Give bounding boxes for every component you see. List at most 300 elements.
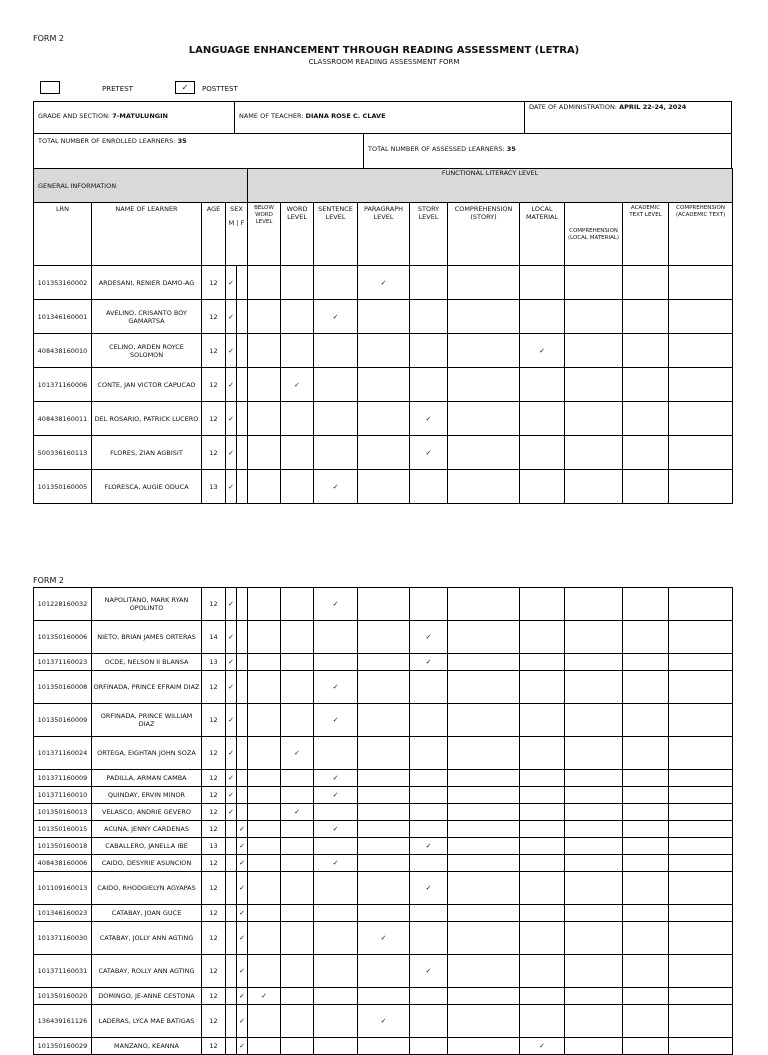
- learner-name: DEL ROSARIO, PATRICK LUCERO: [92, 402, 202, 436]
- cell-comp-academic: [669, 671, 733, 704]
- sex-female-cell: [237, 368, 248, 402]
- learner-name: DOMINGO, JE-ANNE CESTONA: [92, 988, 202, 1005]
- cell-comp-academic: [669, 300, 733, 334]
- cell-paragraph-level: [358, 654, 410, 671]
- cell-paragraph-level: [358, 402, 410, 436]
- cell-sentence-level: ✓: [314, 671, 358, 704]
- cell-paragraph-level: [358, 770, 410, 787]
- cell-paragraph-level: [358, 787, 410, 804]
- cell-below-word: [248, 671, 281, 704]
- learner-age: 12: [202, 787, 226, 804]
- table-row: [34, 300, 733, 334]
- cell-comp-academic: [669, 821, 733, 838]
- table-row: [34, 368, 733, 402]
- table-row: [34, 704, 733, 737]
- cell-below-word: [248, 838, 281, 855]
- learner-age: 12: [202, 905, 226, 922]
- learner-name: PADILLA, ARMAN CAMBA: [92, 770, 202, 787]
- learner-lrn: 101228160032: [34, 588, 92, 621]
- sex-male-cell: ✓: [226, 334, 237, 368]
- learner-lrn: 101371160010: [34, 787, 92, 804]
- cell-paragraph-level: [358, 671, 410, 704]
- cell-academic-text: [623, 436, 669, 470]
- cell-comp-local: [565, 988, 623, 1005]
- table-row: [34, 955, 733, 988]
- cell-sentence-level: [314, 872, 358, 905]
- cell-comp-academic: [669, 1038, 733, 1055]
- learner-age: 12: [202, 855, 226, 872]
- sex-male-cell: ✓: [226, 621, 237, 654]
- cell-academic-text: [623, 804, 669, 821]
- cell-academic-text: [623, 737, 669, 770]
- grade-section-box: [33, 101, 235, 134]
- sex-male-cell: [226, 872, 237, 905]
- cell-below-word: ✓: [248, 988, 281, 1005]
- assessed-label: TOTAL NUMBER OF ASSESSED LEARNERS:: [368, 145, 505, 153]
- cell-comp-local: [565, 1005, 623, 1038]
- cell-story-level: [410, 905, 448, 922]
- cell-sentence-level: [314, 334, 358, 368]
- sex-female-cell: [237, 436, 248, 470]
- learner-lrn: 500336160113: [34, 436, 92, 470]
- cell-sentence-level: [314, 621, 358, 654]
- cell-sentence-level: [314, 804, 358, 821]
- learner-age: 12: [202, 588, 226, 621]
- cell-story-level: [410, 787, 448, 804]
- sex-male-cell: ✓: [226, 402, 237, 436]
- cell-comp-story: [448, 402, 520, 436]
- teacher-value: DIANA ROSE C. CLAVE: [305, 112, 386, 120]
- learner-age: 12: [202, 1005, 226, 1038]
- cell-story-level: [410, 470, 448, 504]
- sex-male-cell: [226, 988, 237, 1005]
- cell-sentence-level: [314, 402, 358, 436]
- sex-female-cell: [237, 300, 248, 334]
- learner-name: CATABAY, ROLLY ANN AGTING: [92, 955, 202, 988]
- cell-word-level: [281, 1038, 314, 1055]
- cell-paragraph-level: ✓: [358, 266, 410, 300]
- cell-story-level: [410, 671, 448, 704]
- learner-lrn: 101350160015: [34, 821, 92, 838]
- cell-below-word: [248, 872, 281, 905]
- learner-name: CAIDO, DESYRIE ASUNCION: [92, 855, 202, 872]
- learner-name: MANZANO, KEANNA: [92, 1038, 202, 1055]
- learner-age: 13: [202, 654, 226, 671]
- col-academic-text: ACADEMIC TEXT LEVEL: [623, 203, 669, 266]
- cell-sentence-level: ✓: [314, 704, 358, 737]
- cell-local-material: ✓: [520, 334, 565, 368]
- cell-sentence-level: [314, 737, 358, 770]
- cell-sentence-level: [314, 905, 358, 922]
- cell-academic-text: [623, 266, 669, 300]
- cell-academic-text: [623, 787, 669, 804]
- cell-word-level: [281, 654, 314, 671]
- col-word-level: WORD LEVEL: [281, 203, 314, 266]
- cell-sentence-level: [314, 1005, 358, 1038]
- sex-male-cell: ✓: [226, 737, 237, 770]
- table-row: [34, 436, 733, 470]
- cell-academic-text: [623, 368, 669, 402]
- cell-local-material: [520, 922, 565, 955]
- sex-female-cell: [237, 671, 248, 704]
- learner-lrn: 101346160023: [34, 905, 92, 922]
- col-below-word: BELOW WORD LEVEL: [248, 203, 281, 266]
- cell-below-word: [248, 470, 281, 504]
- cell-comp-story: [448, 838, 520, 855]
- cell-local-material: [520, 988, 565, 1005]
- cell-paragraph-level: [358, 821, 410, 838]
- pretest-label: PRETEST: [102, 85, 133, 93]
- cell-sentence-level: [314, 955, 358, 988]
- assessment-table-page1: [33, 168, 733, 504]
- cell-academic-text: [623, 955, 669, 988]
- cell-academic-text: [623, 334, 669, 368]
- cell-comp-academic: [669, 470, 733, 504]
- sex-female-cell: [237, 804, 248, 821]
- cell-comp-academic: [669, 1005, 733, 1038]
- learner-name: AVELINO, CRISANTO BOY GAMARTSA: [92, 300, 202, 334]
- cell-paragraph-level: ✓: [358, 922, 410, 955]
- cell-comp-local: [565, 787, 623, 804]
- cell-comp-story: [448, 855, 520, 872]
- cell-academic-text: [623, 838, 669, 855]
- cell-comp-story: [448, 334, 520, 368]
- learner-name: ORFINADA, PRINCE WILLIAM DIAZ: [92, 704, 202, 737]
- cell-story-level: [410, 1005, 448, 1038]
- cell-word-level: [281, 872, 314, 905]
- sex-female-cell: ✓: [237, 1005, 248, 1038]
- table-row: [34, 671, 733, 704]
- cell-comp-local: [565, 334, 623, 368]
- sex-female-cell: [237, 470, 248, 504]
- cell-sentence-level: ✓: [314, 787, 358, 804]
- learner-name: ACUNA, JENNY CARDENAS: [92, 821, 202, 838]
- learner-age: 12: [202, 922, 226, 955]
- cell-comp-story: [448, 787, 520, 804]
- cell-comp-story: [448, 368, 520, 402]
- learner-lrn: 101350160018: [34, 838, 92, 855]
- cell-sentence-level: [314, 922, 358, 955]
- pretest-checkbox[interactable]: [40, 81, 60, 94]
- cell-word-level: [281, 855, 314, 872]
- cell-comp-story: [448, 300, 520, 334]
- cell-comp-local: [565, 855, 623, 872]
- sex-female-cell: ✓: [237, 838, 248, 855]
- cell-comp-story: [448, 770, 520, 787]
- learner-name: VELASCO, ANDRIE GEVERO: [92, 804, 202, 821]
- cell-local-material: ✓: [520, 1038, 565, 1055]
- sex-male-cell: ✓: [226, 704, 237, 737]
- sex-male-cell: ✓: [226, 787, 237, 804]
- cell-comp-academic: [669, 922, 733, 955]
- table-row: [34, 821, 733, 838]
- sex-female-cell: [237, 654, 248, 671]
- learner-age: 12: [202, 436, 226, 470]
- cell-sentence-level: [314, 368, 358, 402]
- cell-local-material: [520, 470, 565, 504]
- learner-lrn: 408438160011: [34, 402, 92, 436]
- cell-sentence-level: ✓: [314, 855, 358, 872]
- cell-story-level: ✓: [410, 621, 448, 654]
- cell-local-material: [520, 770, 565, 787]
- cell-local-material: [520, 1005, 565, 1038]
- cell-paragraph-level: [358, 838, 410, 855]
- cell-comp-local: [565, 704, 623, 737]
- learner-name: ORFINADA, PRINCE EFRAIM DIAZ: [92, 671, 202, 704]
- sex-male-cell: ✓: [226, 770, 237, 787]
- learner-lrn: 101371160031: [34, 955, 92, 988]
- learner-age: 12: [202, 300, 226, 334]
- cell-comp-academic: [669, 621, 733, 654]
- sex-female-cell: ✓: [237, 821, 248, 838]
- col-local-material: LOCAL MATERIAL: [520, 203, 565, 266]
- table-row: [34, 988, 733, 1005]
- learner-age: 13: [202, 470, 226, 504]
- cell-local-material: [520, 855, 565, 872]
- learner-name: FLORESCA, AUGIE ODUCA: [92, 470, 202, 504]
- cell-comp-local: [565, 1038, 623, 1055]
- enrolled-value: 35: [177, 137, 187, 145]
- cell-comp-local: [565, 737, 623, 770]
- cell-academic-text: [623, 905, 669, 922]
- cell-comp-academic: [669, 266, 733, 300]
- cell-local-material: [520, 787, 565, 804]
- cell-comp-local: [565, 368, 623, 402]
- cell-word-level: [281, 300, 314, 334]
- learner-lrn: 101350160008: [34, 671, 92, 704]
- cell-story-level: [410, 368, 448, 402]
- cell-word-level: ✓: [281, 804, 314, 821]
- page1-rows: [34, 266, 733, 504]
- learner-age: 12: [202, 1038, 226, 1055]
- cell-comp-story: [448, 872, 520, 905]
- cell-paragraph-level: [358, 368, 410, 402]
- cell-below-word: [248, 402, 281, 436]
- teacher-label: NAME OF TEACHER:: [239, 112, 304, 120]
- posttest-checkbox[interactable]: ✓: [175, 81, 195, 94]
- form-label-page2: FORM 2: [33, 576, 64, 585]
- learner-lrn: 101350160029: [34, 1038, 92, 1055]
- table-row: [34, 804, 733, 821]
- cell-local-material: [520, 737, 565, 770]
- cell-below-word: [248, 955, 281, 988]
- learner-age: 13: [202, 838, 226, 855]
- cell-comp-local: [565, 621, 623, 654]
- form-title: LANGUAGE ENHANCEMENT THROUGH READING ASSESSMENT (LETRA): [188, 45, 580, 56]
- sex-male-cell: [226, 905, 237, 922]
- cell-word-level: [281, 988, 314, 1005]
- learner-age: 12: [202, 704, 226, 737]
- cell-comp-story: [448, 804, 520, 821]
- learner-lrn: 101371160023: [34, 654, 92, 671]
- cell-paragraph-level: [358, 872, 410, 905]
- cell-comp-local: [565, 654, 623, 671]
- learner-lrn: 408438160010: [34, 334, 92, 368]
- cell-comp-academic: [669, 872, 733, 905]
- sex-male-cell: ✓: [226, 671, 237, 704]
- cell-sentence-level: [314, 266, 358, 300]
- learner-lrn: 101350160009: [34, 704, 92, 737]
- cell-story-level: [410, 704, 448, 737]
- cell-paragraph-level: [358, 436, 410, 470]
- cell-below-word: [248, 1005, 281, 1038]
- enrolled-label: TOTAL NUMBER OF ENROLLED LEARNERS:: [38, 137, 176, 145]
- sex-male-cell: ✓: [226, 588, 237, 621]
- sex-male-cell: ✓: [226, 266, 237, 300]
- cell-comp-story: [448, 737, 520, 770]
- cell-comp-local: [565, 266, 623, 300]
- table-row: [34, 838, 733, 855]
- cell-local-material: [520, 872, 565, 905]
- cell-sentence-level: ✓: [314, 588, 358, 621]
- cell-comp-story: [448, 704, 520, 737]
- learner-age: 12: [202, 821, 226, 838]
- cell-local-material: [520, 905, 565, 922]
- table-row: [34, 588, 733, 621]
- cell-sentence-level: [314, 436, 358, 470]
- cell-academic-text: [623, 654, 669, 671]
- learner-name: CELINO, ARDEN ROYCE SOLOMON: [92, 334, 202, 368]
- cell-word-level: [281, 436, 314, 470]
- cell-story-level: [410, 266, 448, 300]
- cell-comp-academic: [669, 654, 733, 671]
- learner-lrn: 101371160009: [34, 770, 92, 787]
- functional-literacy-header: FUNCTIONAL LITERACY LEVEL: [248, 169, 733, 203]
- sex-female-cell: [237, 621, 248, 654]
- cell-academic-text: [623, 770, 669, 787]
- cell-word-level: ✓: [281, 368, 314, 402]
- cell-story-level: [410, 1038, 448, 1055]
- cell-paragraph-level: [358, 704, 410, 737]
- sex-male-cell: [226, 838, 237, 855]
- cell-below-word: [248, 704, 281, 737]
- form-label: FORM 2: [33, 34, 64, 43]
- sex-female-cell: ✓: [237, 1038, 248, 1055]
- cell-paragraph-level: ✓: [358, 1005, 410, 1038]
- cell-comp-story: [448, 922, 520, 955]
- cell-local-material: [520, 436, 565, 470]
- sex-male-cell: ✓: [226, 654, 237, 671]
- cell-comp-local: [565, 470, 623, 504]
- cell-local-material: [520, 821, 565, 838]
- learner-name: LADERAS, LYCA MAE BATIGAS: [92, 1005, 202, 1038]
- assessed-box: [363, 133, 732, 169]
- cell-below-word: [248, 654, 281, 671]
- cell-comp-academic: [669, 804, 733, 821]
- cell-below-word: [248, 737, 281, 770]
- table-row: [34, 621, 733, 654]
- learner-lrn: 101350160013: [34, 804, 92, 821]
- cell-comp-academic: [669, 368, 733, 402]
- table-row: [34, 470, 733, 504]
- cell-local-material: [520, 704, 565, 737]
- cell-comp-local: [565, 872, 623, 905]
- cell-paragraph-level: [358, 737, 410, 770]
- cell-story-level: ✓: [410, 436, 448, 470]
- cell-academic-text: [623, 402, 669, 436]
- cell-paragraph-level: [358, 804, 410, 821]
- cell-academic-text: [623, 821, 669, 838]
- cell-local-material: [520, 804, 565, 821]
- col-lrn: LRN: [34, 203, 92, 266]
- cell-below-word: [248, 1038, 281, 1055]
- enrolled-box: [33, 133, 364, 169]
- cell-story-level: [410, 588, 448, 621]
- table-row: [34, 1038, 733, 1055]
- table-row: [34, 787, 733, 804]
- cell-local-material: [520, 955, 565, 988]
- cell-story-level: ✓: [410, 402, 448, 436]
- learner-name: CABALLERO, JANELLA IBE: [92, 838, 202, 855]
- sex-female-cell: [237, 334, 248, 368]
- learner-lrn: 101371160024: [34, 737, 92, 770]
- cell-word-level: [281, 704, 314, 737]
- cell-story-level: [410, 922, 448, 955]
- learner-name: QUINDAY, ERVIN MINOR: [92, 787, 202, 804]
- sex-female-cell: [237, 737, 248, 770]
- sex-male-cell: ✓: [226, 300, 237, 334]
- cell-below-word: [248, 922, 281, 955]
- cell-sentence-level: [314, 838, 358, 855]
- cell-paragraph-level: [358, 621, 410, 654]
- cell-comp-local: [565, 821, 623, 838]
- cell-word-level: [281, 821, 314, 838]
- cell-word-level: [281, 588, 314, 621]
- learner-age: 12: [202, 804, 226, 821]
- sex-male-cell: ✓: [226, 436, 237, 470]
- sex-female-cell: [237, 266, 248, 300]
- learner-name: OCDE, NELSON II BLANSA: [92, 654, 202, 671]
- assessment-table-page2: [33, 587, 733, 1055]
- cell-paragraph-level: [358, 300, 410, 334]
- learner-age: 12: [202, 266, 226, 300]
- cell-story-level: [410, 804, 448, 821]
- cell-local-material: [520, 368, 565, 402]
- cell-academic-text: [623, 621, 669, 654]
- col-age: AGE: [202, 203, 226, 266]
- cell-story-level: [410, 334, 448, 368]
- sex-male-cell: [226, 1005, 237, 1038]
- cell-local-material: [520, 588, 565, 621]
- learner-name: FLORES, ZIAN AGBISIT: [92, 436, 202, 470]
- form-subtitle: CLASSROOM READING ASSESSMENT FORM: [308, 58, 460, 66]
- cell-story-level: [410, 988, 448, 1005]
- cell-comp-academic: [669, 436, 733, 470]
- cell-comp-story: [448, 955, 520, 988]
- cell-comp-story: [448, 988, 520, 1005]
- col-comp-academic: COMPREHENSION (ACADEMIC TEXT): [669, 203, 733, 266]
- cell-paragraph-level: [358, 1038, 410, 1055]
- cell-below-word: [248, 855, 281, 872]
- cell-below-word: [248, 770, 281, 787]
- cell-story-level: ✓: [410, 872, 448, 905]
- cell-sentence-level: ✓: [314, 470, 358, 504]
- cell-comp-story: [448, 654, 520, 671]
- cell-word-level: [281, 787, 314, 804]
- learner-age: 12: [202, 671, 226, 704]
- cell-word-level: [281, 770, 314, 787]
- col-comp-local: COMPREHENSION (LOCAL MATERIAL): [565, 203, 623, 266]
- cell-sentence-level: ✓: [314, 821, 358, 838]
- sex-male-cell: [226, 821, 237, 838]
- cell-comp-story: [448, 436, 520, 470]
- sex-female-cell: ✓: [237, 905, 248, 922]
- learner-lrn: 101350160005: [34, 470, 92, 504]
- cell-comp-academic: [669, 704, 733, 737]
- sex-female-cell: ✓: [237, 955, 248, 988]
- cell-paragraph-level: [358, 855, 410, 872]
- cell-academic-text: [623, 470, 669, 504]
